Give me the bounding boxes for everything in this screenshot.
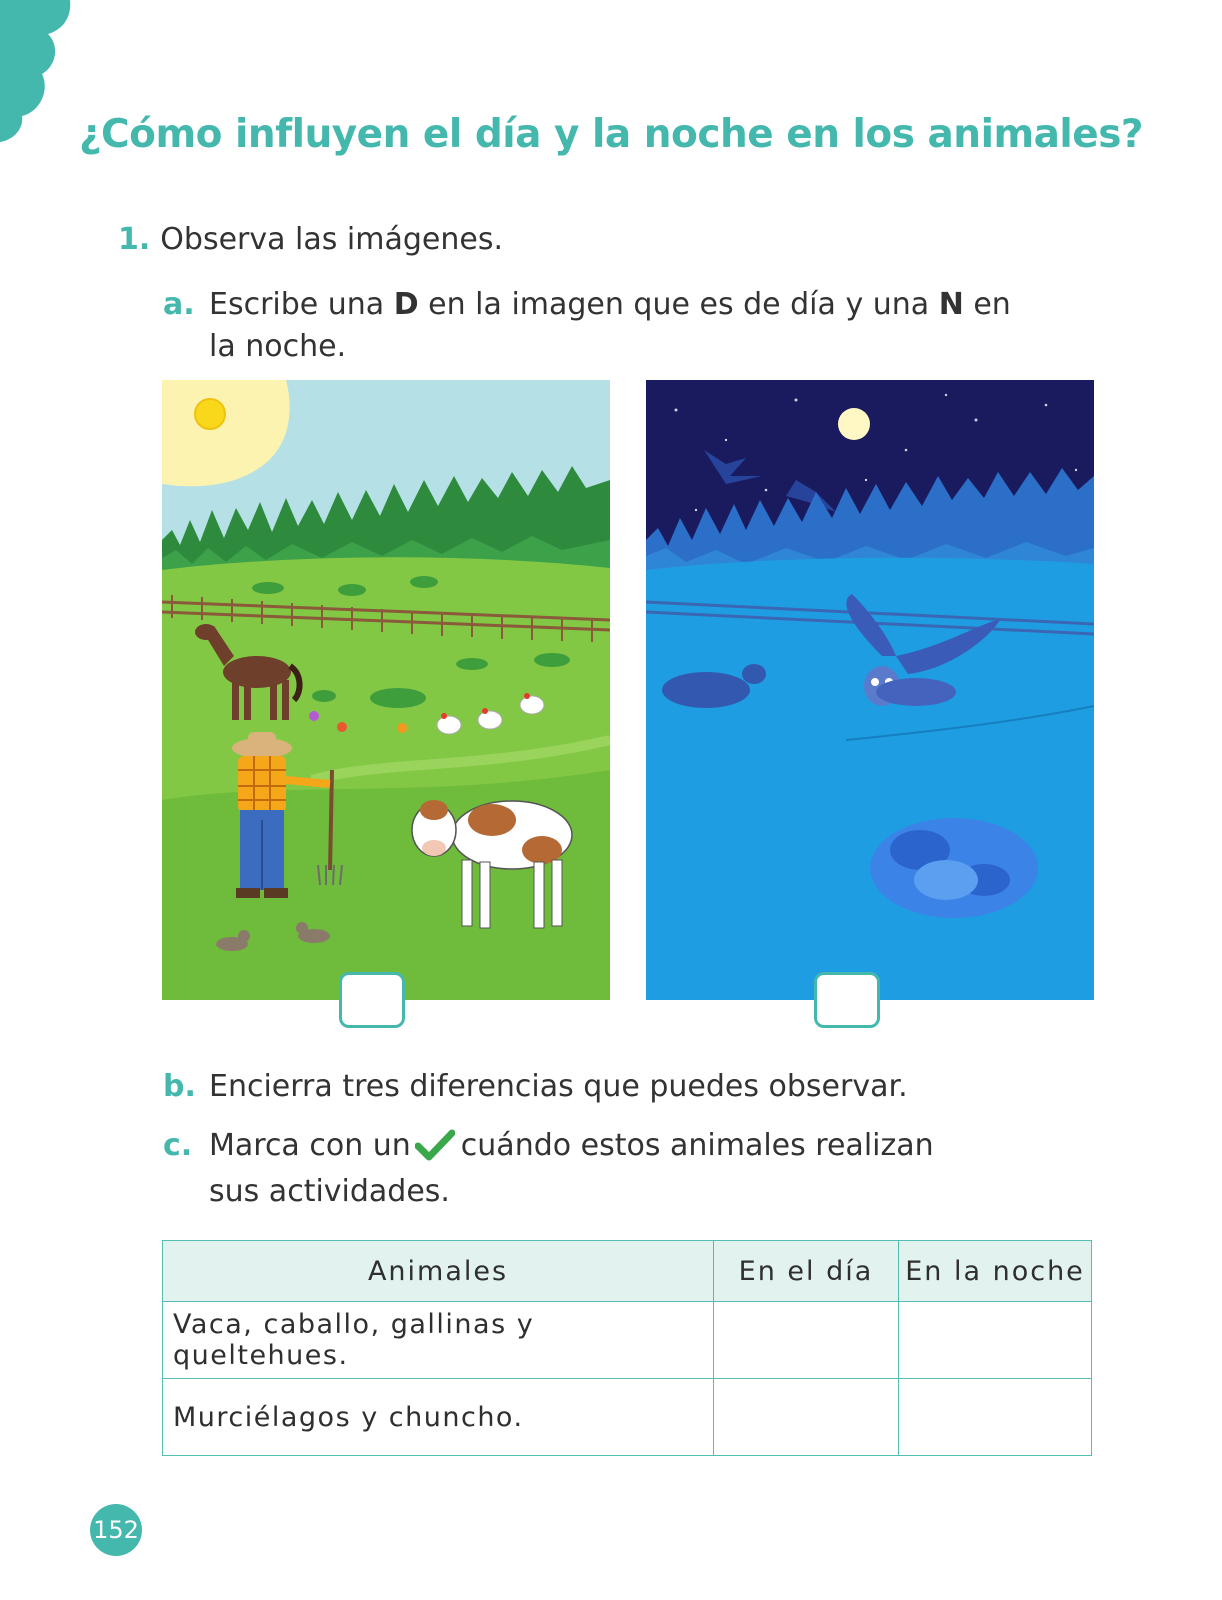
item-a-text-4: la noche. — [209, 329, 347, 364]
item-c-text-1: Marca con un — [209, 1128, 411, 1163]
header-night: En la noche — [899, 1241, 1092, 1302]
item-b — [163, 1066, 908, 1108]
page-title: ¿Cómo influyen el día y la noche en los animales? — [78, 112, 1144, 157]
question-number: 1. — [118, 222, 151, 257]
letter-d: D — [393, 287, 419, 322]
question-1 — [118, 222, 503, 257]
animal-cell: Vaca, caballo, gallinas y queltehues. — [163, 1302, 714, 1379]
question-text: Observa las imágenes. — [160, 222, 503, 257]
checkmark-icon — [415, 1129, 455, 1161]
animals-table — [162, 1240, 1092, 1456]
day-check-cell[interactable] — [714, 1302, 899, 1379]
night-check-cell[interactable] — [899, 1379, 1092, 1456]
night-answer-box[interactable] — [814, 972, 880, 1028]
item-a-text-1: Escribe una — [209, 287, 394, 322]
item-a — [163, 284, 1063, 368]
night-scene-illustration — [646, 380, 1094, 1000]
header-day: En el día — [714, 1241, 899, 1302]
item-c-text-3: sus actividades. — [209, 1174, 450, 1209]
item-a-text-3: en — [963, 287, 1011, 322]
night-check-cell[interactable] — [899, 1302, 1092, 1379]
item-a-text-2: en la imagen que es de día y una — [418, 287, 939, 322]
day-answer-box[interactable] — [339, 972, 405, 1028]
item-c-text-2: cuándo estos animales realizan — [460, 1128, 934, 1163]
item-c — [163, 1123, 1063, 1215]
table-header-row — [163, 1241, 1092, 1302]
day-check-cell[interactable] — [714, 1379, 899, 1456]
table-row — [163, 1302, 1092, 1379]
animal-cell: Murciélagos y chuncho. — [163, 1379, 714, 1456]
page-number: 152 — [90, 1504, 142, 1556]
day-scene-illustration — [162, 380, 610, 1000]
letter-n: N — [938, 287, 964, 322]
item-b-text: Encierra tres diferencias que puedes observar. — [209, 1069, 908, 1104]
item-letter: b. — [163, 1069, 196, 1104]
table-row — [163, 1379, 1092, 1456]
header-animals: Animales — [163, 1241, 714, 1302]
item-letter: c. — [163, 1128, 193, 1163]
item-letter: a. — [163, 287, 195, 322]
